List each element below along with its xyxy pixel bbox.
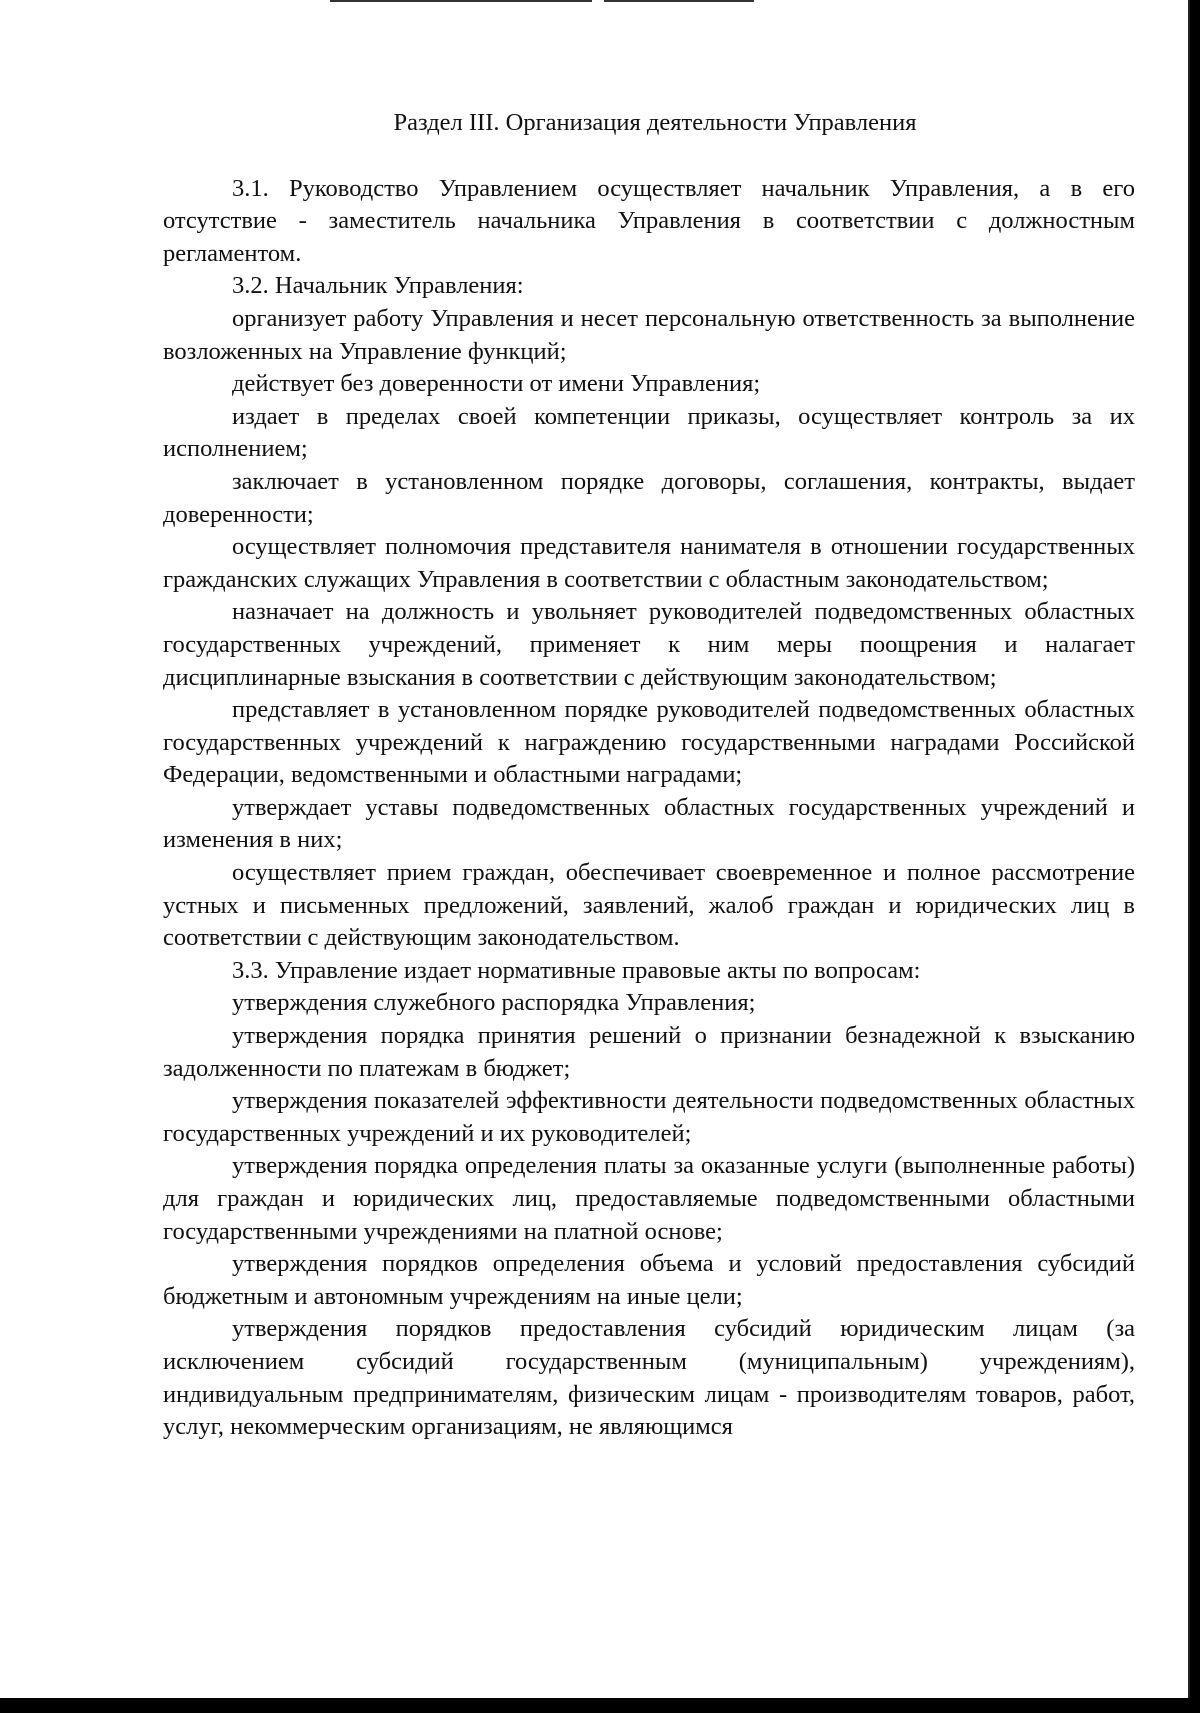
paragraph: издает в пределах своей компетенции приказы, осуществляет контроль за их исполнением; [163,402,1135,463]
paragraph-3-2: 3.2. Начальник Управления: [232,272,524,300]
paragraph: утверждения порядка принятия решений о признании безнадежной к взысканию задолженности по платежам в бюджет; [163,1022,1135,1082]
paragraph-3-1: 3.1. Руководство Управлением осуществляет начальник Управления, а в его отсутствие - заместитель начальника Управления в соответствии с должностным регламентом. [163,174,1135,267]
paragraph: действует без доверенности от имени Управления; [232,370,761,398]
paragraph: утверждения порядков предоставления субсидий юридическим лицам (за исключением субсидий государственным (муниципальным) учреждениям), индивидуальным предпринимателям, физическим лицам - производителям товаров, работ, услуг, некоммерческим организациям, не являющимся [163,1315,1135,1441]
paragraph: утверждает уставы подведомственных областных государственных учреждений и изменения в них; [163,793,1135,854]
paragraph-3-3: 3.3. Управление издает нормативные правовые акты по вопросам: [232,956,921,984]
paragraph: осуществляет полномочия представителя нанимателя в отношении государственных гражданских служащих Управления в соответствии с областным законодательством; [163,533,1135,593]
paragraph: представляет в установленном порядке руководителей подведомственных областных государственных учреждений к награждению государственными наградами Российской Федерации, ведомственными и областными наградами; [163,696,1135,789]
paragraph: утверждения показателей эффективности деятельности подведомственных областных государственных учреждений и их руководителей; [163,1087,1135,1147]
paragraph: заключает в установленном порядке договоры, соглашения, контракты, выдает доверенности; [163,467,1135,528]
paragraph: утверждения порядков определения объема и условий предоставления субсидий бюджетным и автономным учреждениям на иные цели; [163,1250,1135,1310]
scan-edge-line [604,0,754,2]
paragraph: утверждения порядка определения платы за оказанные услуги (выполненные работы) для граждан и юридических лиц, предоставляемые подведомственными областными государственными учреждениями на платной основе; [163,1152,1135,1245]
paragraph: назначает на должность и увольняет руководителей подведомственных областных государственных учреждений, применяет к ним меры поощрения и налагает дисциплинарные взыскания в соответствии с действующим законодательством; [163,598,1135,691]
paragraph: организует работу Управления и несет персональную ответственность за выполнение возложенных на Управление функций; [163,304,1135,365]
scan-bottom-edge [0,1698,1200,1713]
paragraph: утверждения служебного распорядка Управления; [232,989,756,1017]
section-heading: Раздел III. Организация деятельности Управления [393,109,917,136]
scan-edge-line [330,0,592,2]
paragraph: осуществляет прием граждан, обеспечивает своевременное и полное рассмотрение устных и письменных предложений, заявлений, жалоб граждан и юридических лиц в соответствии с действующим законодательством. [163,859,1135,952]
document-body [163,107,1135,1444]
